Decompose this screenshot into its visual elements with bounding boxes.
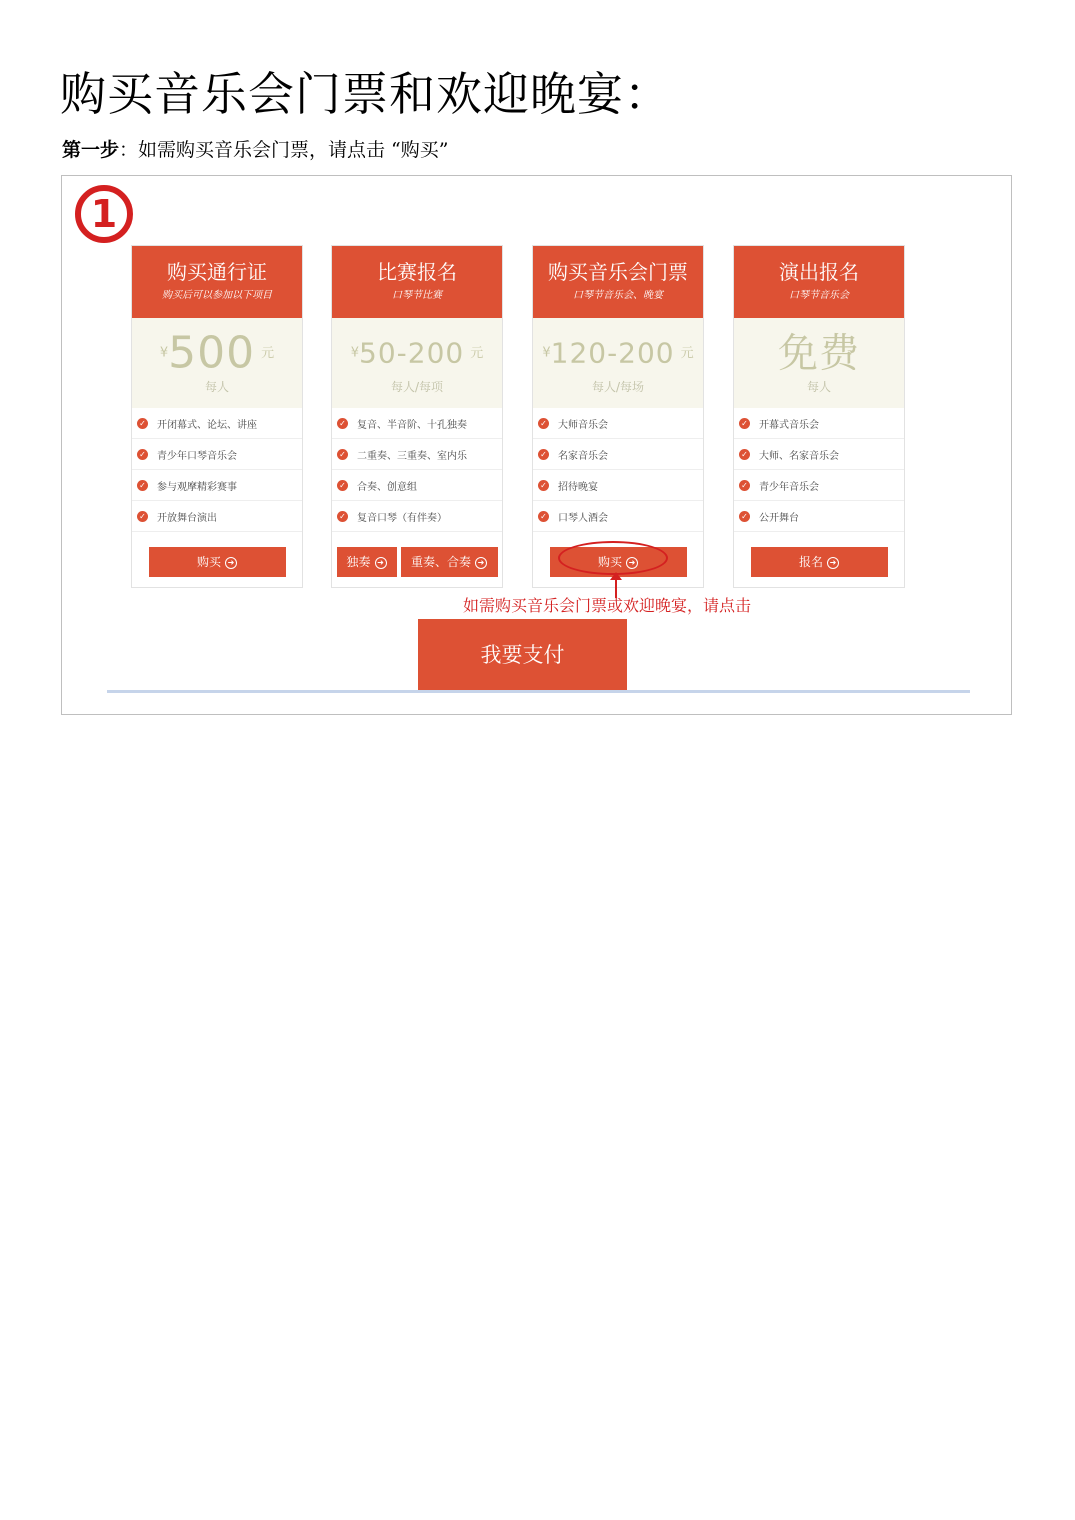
list-item bbox=[132, 470, 302, 501]
feature-list bbox=[332, 408, 502, 532]
list-item bbox=[734, 501, 904, 532]
page-title: 购买音乐会门票和欢迎晚宴： bbox=[60, 67, 671, 121]
card-header bbox=[332, 246, 502, 318]
solo-signup-button[interactable] bbox=[337, 547, 397, 577]
check-icon: ✓ bbox=[538, 418, 549, 429]
step-label: 第一步 bbox=[62, 139, 120, 161]
button-label: 独奏 bbox=[346, 555, 371, 569]
price-per: 每人/每场 bbox=[591, 380, 645, 394]
arrow-right-circle-icon: ➜ bbox=[225, 557, 237, 569]
check-icon: ✓ bbox=[739, 480, 750, 491]
card-subtitle: 口琴节音乐会 bbox=[789, 290, 849, 301]
card-subtitle: 购买后可以参加以下项目 bbox=[162, 290, 272, 301]
check-icon: ✓ bbox=[538, 511, 549, 522]
check-icon: ✓ bbox=[739, 511, 750, 522]
price: 120-200 bbox=[550, 336, 675, 370]
feature-text: 大师音乐会 bbox=[558, 419, 608, 431]
list-item bbox=[533, 439, 703, 470]
check-icon: ✓ bbox=[137, 480, 148, 491]
price: 免费 bbox=[778, 330, 860, 377]
performance-signup-button[interactable] bbox=[751, 547, 888, 577]
card-subtitle: 口琴节比赛 bbox=[392, 290, 442, 301]
button-label: 购买 bbox=[196, 555, 221, 569]
check-icon: ✓ bbox=[137, 418, 148, 429]
card-header bbox=[533, 246, 703, 318]
list-item bbox=[734, 439, 904, 470]
currency: ¥ bbox=[159, 345, 169, 361]
pay-button[interactable]: 我要支付 bbox=[418, 619, 627, 691]
check-icon: ✓ bbox=[337, 449, 348, 460]
list-item bbox=[734, 408, 904, 439]
card-pass bbox=[131, 245, 303, 588]
card-concert-tickets bbox=[532, 245, 704, 588]
check-icon: ✓ bbox=[137, 449, 148, 460]
button-label: 报名 bbox=[798, 555, 823, 569]
check-icon: ✓ bbox=[137, 511, 148, 522]
price-area bbox=[734, 318, 904, 408]
check-icon: ✓ bbox=[739, 418, 750, 429]
feature-text: 复音、半音阶、十孔独奏 bbox=[357, 419, 467, 431]
feature-list bbox=[734, 408, 904, 532]
feature-text: 复音口琴（有伴奏） bbox=[357, 512, 447, 524]
ensemble-signup-button[interactable] bbox=[401, 547, 498, 577]
embedded-screenshot bbox=[61, 175, 1012, 715]
price: 500 bbox=[168, 327, 256, 379]
check-icon: ✓ bbox=[739, 449, 750, 460]
card-title: 购买通行证 bbox=[167, 260, 267, 284]
feature-text: 合奏、创意组 bbox=[357, 481, 417, 493]
divider bbox=[107, 690, 970, 693]
list-item bbox=[533, 408, 703, 439]
feature-text: 青少年音乐会 bbox=[759, 481, 819, 493]
feature-text: 公开舞台 bbox=[759, 512, 799, 524]
price-per: 每人/每项 bbox=[390, 380, 444, 394]
card-competition bbox=[331, 245, 503, 588]
buy-pass-button[interactable] bbox=[149, 547, 286, 577]
feature-text: 口琴人酒会 bbox=[558, 512, 608, 524]
feature-text: 二重奏、三重奏、室内乐 bbox=[357, 450, 467, 462]
arrow-right-circle-icon: ➜ bbox=[626, 557, 638, 569]
step-text: ：如需购买音乐会门票，请点击 “购买” bbox=[119, 139, 449, 161]
price-area bbox=[332, 318, 502, 408]
list-item bbox=[332, 439, 502, 470]
card-title: 比赛报名 bbox=[377, 260, 457, 284]
check-icon: ✓ bbox=[337, 418, 348, 429]
list-item bbox=[533, 470, 703, 501]
list-item bbox=[132, 439, 302, 470]
arrow-right-circle-icon: ➜ bbox=[475, 557, 487, 569]
price-per: 每人 bbox=[806, 380, 831, 394]
list-item bbox=[132, 501, 302, 532]
card-title: 购买音乐会门票 bbox=[548, 260, 688, 284]
step-instruction bbox=[62, 136, 448, 164]
list-item bbox=[332, 470, 502, 501]
list-item bbox=[132, 408, 302, 439]
price-per: 每人 bbox=[204, 380, 229, 394]
card-title: 演出报名 bbox=[779, 260, 859, 284]
list-item bbox=[734, 470, 904, 501]
card-header bbox=[132, 246, 302, 318]
feature-list bbox=[533, 408, 703, 532]
button-label: 重奏、合奏 bbox=[410, 555, 471, 569]
card-performance bbox=[733, 245, 905, 588]
currency: ¥ bbox=[350, 345, 360, 361]
price-area bbox=[533, 318, 703, 408]
price-unit: 元 bbox=[261, 345, 275, 361]
currency: ¥ bbox=[542, 345, 551, 361]
step-number-badge: 1 bbox=[75, 185, 133, 243]
check-icon: ✓ bbox=[337, 511, 348, 522]
callout-text: 如需购买音乐会门票或欢迎晚宴，请点击 bbox=[463, 596, 752, 615]
feature-text: 大师、名家音乐会 bbox=[759, 450, 839, 462]
price-unit: 元 bbox=[470, 345, 484, 361]
check-icon: ✓ bbox=[538, 449, 549, 460]
arrow-right-circle-icon: ➜ bbox=[375, 557, 387, 569]
list-item bbox=[332, 408, 502, 439]
list-item bbox=[332, 501, 502, 532]
price: 50-200 bbox=[359, 336, 465, 370]
feature-list bbox=[132, 408, 302, 532]
check-icon: ✓ bbox=[337, 480, 348, 491]
arrow-right-circle-icon: ➜ bbox=[827, 557, 839, 569]
price-unit: 元 bbox=[680, 345, 694, 361]
check-icon: ✓ bbox=[538, 480, 549, 491]
feature-text: 名家音乐会 bbox=[558, 450, 608, 462]
feature-text: 开闭幕式、论坛、讲座 bbox=[157, 419, 257, 431]
card-subtitle: 口琴节音乐会、晚宴 bbox=[573, 290, 663, 301]
card-header bbox=[734, 246, 904, 318]
button-label: 购买 bbox=[597, 555, 622, 569]
feature-text: 招待晚宴 bbox=[558, 481, 598, 493]
feature-text: 开放舞台演出 bbox=[157, 512, 217, 524]
price-area bbox=[132, 318, 302, 408]
feature-text: 参与观摩精彩赛事 bbox=[157, 481, 237, 493]
highlight-ellipse bbox=[558, 541, 668, 575]
feature-text: 青少年口琴音乐会 bbox=[157, 450, 237, 462]
list-item bbox=[533, 501, 703, 532]
feature-text: 开幕式音乐会 bbox=[759, 419, 819, 431]
